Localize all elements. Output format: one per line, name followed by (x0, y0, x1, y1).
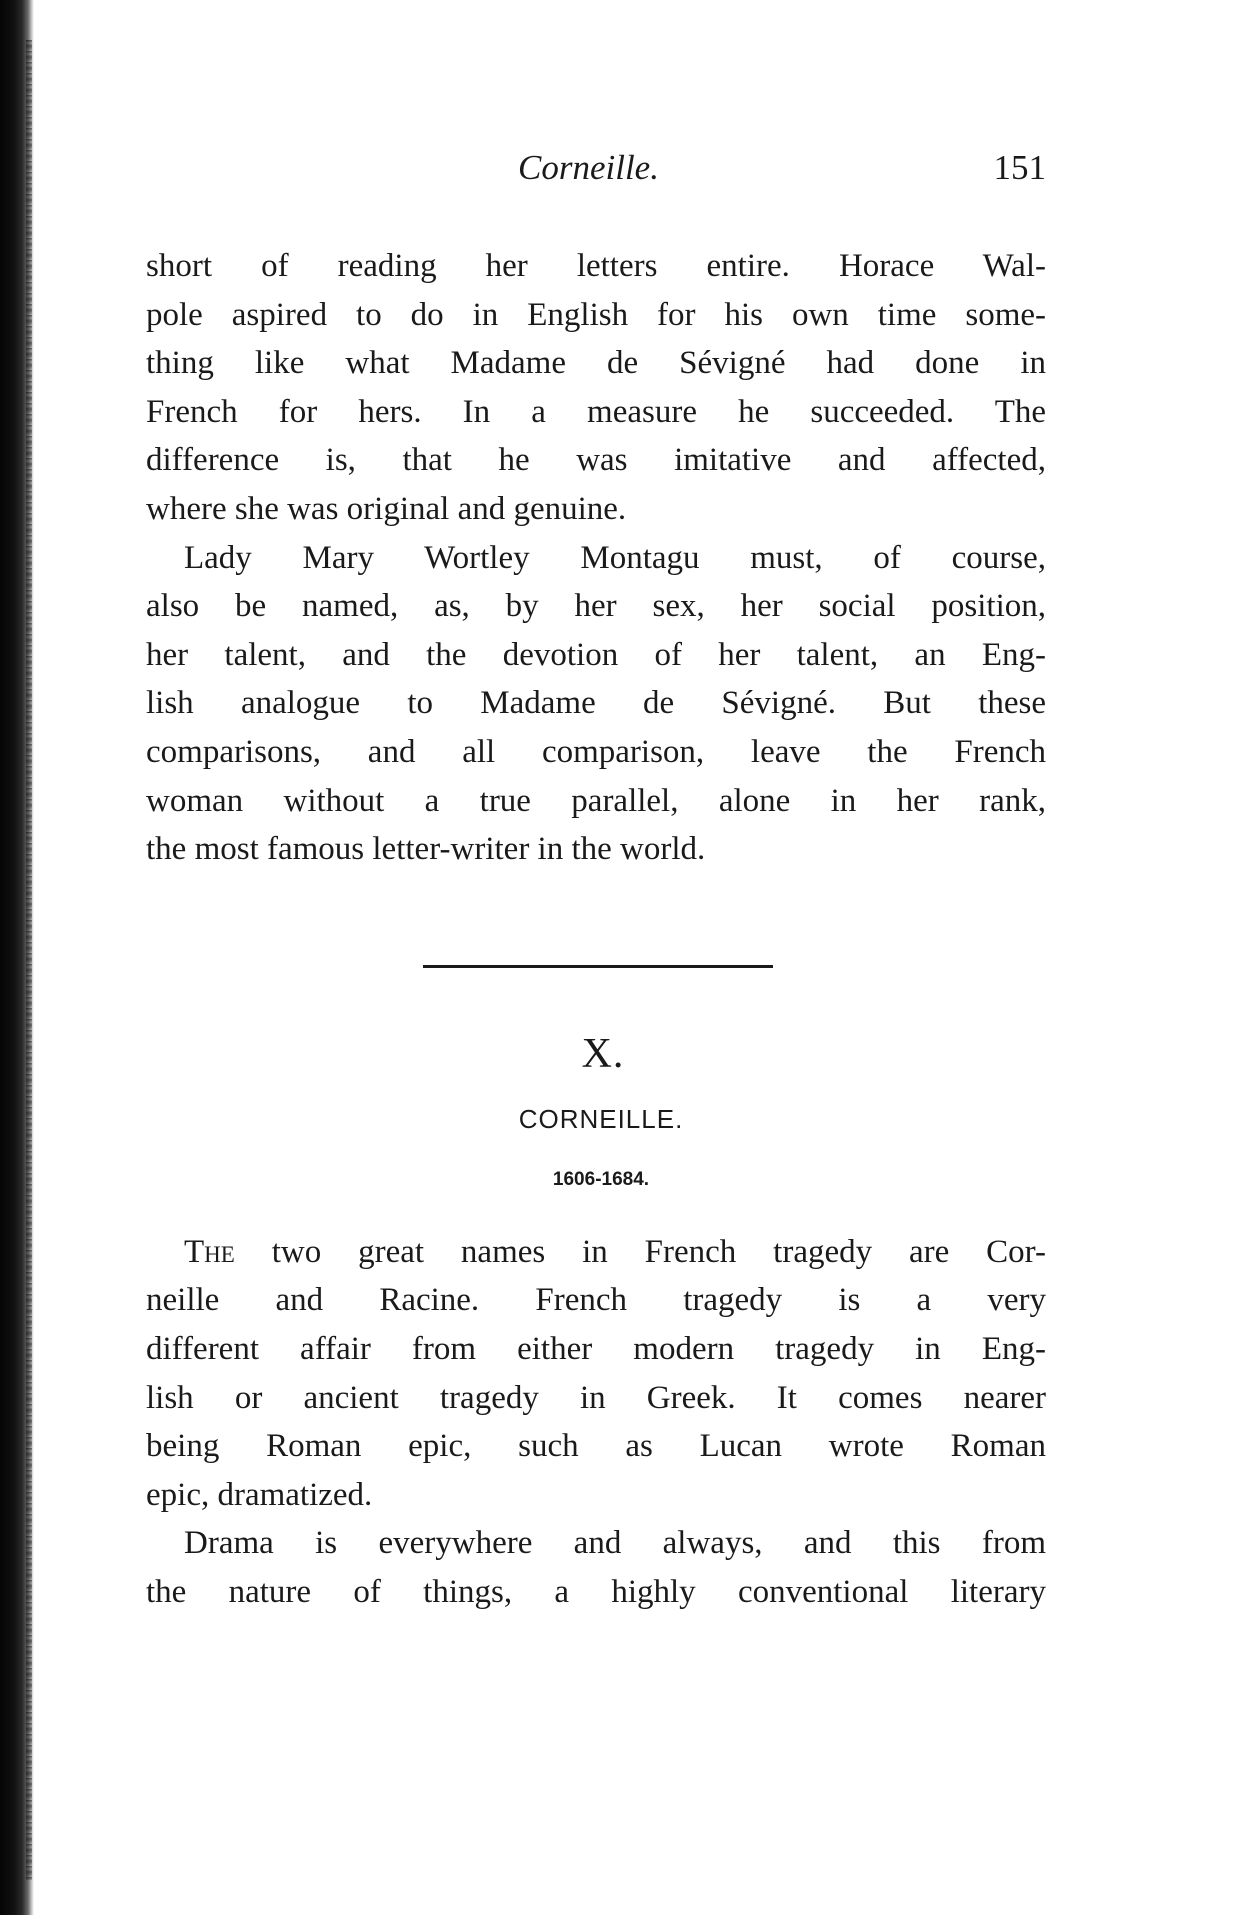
running-head (146, 148, 1046, 208)
text-line: comparisons, and all comparison, leave the French (146, 733, 1046, 770)
text-line: epic, dramatized. (146, 1476, 373, 1513)
text-line: French for hers. In a measure he succeeded. The (146, 393, 1046, 430)
running-head-title: Corneille. (518, 148, 659, 187)
text-line: difference is, that he was imitative and affected, (146, 442, 1046, 479)
text-line: Lady Mary Wortley Montagu must, of course, (184, 539, 1046, 576)
text-line: short of reading her letters entire. Horace Wal- (146, 248, 1046, 284)
text-line: lish analogue to Madame de Sévigné. But these (146, 685, 1046, 722)
scan-binding-edge (0, 0, 34, 1915)
text-line: pole aspired to do in English for his own time some- (146, 296, 1046, 333)
text-line: neille and Racine. French tragedy is a very (146, 1282, 1046, 1319)
text-line: the nature of things, a highly conventional literary (146, 1573, 1046, 1610)
book-page (146, 148, 1046, 1616)
first-line-rest: two great names in French tragedy are Cor- (234, 1233, 1046, 1270)
text-line: the most famous letter-writer in the world. (146, 831, 706, 868)
text-line: also be named, as, by her sex, her social position, (146, 588, 1046, 625)
text-line (146, 1228, 1046, 1277)
text-line: lish or ancient tragedy in Greek. It comes nearer (146, 1379, 1046, 1416)
chapter-title: CORNEILLE. (518, 1103, 684, 1134)
paragraph-walpole (146, 242, 1046, 534)
paragraph-drama (146, 1519, 1046, 1616)
chapter-dates: 1606-1684. (552, 1168, 650, 1190)
paragraph-montagu (146, 534, 1046, 874)
lead-word-smallcaps: The (184, 1233, 235, 1270)
chapter-number: X. (581, 1030, 625, 1077)
paragraph-tragedy (146, 1228, 1046, 1520)
text-line: woman without a true parallel, alone in her rank, (146, 782, 1046, 819)
text-line: where she was original and genuine. (146, 490, 627, 527)
text-line: different affair from either modern tragedy in Eng- (146, 1330, 1046, 1367)
text-line: being Roman epic, such as Lucan wrote Roman (146, 1428, 1046, 1465)
page-number: 151 (993, 148, 1046, 187)
section-divider-rule (423, 965, 773, 968)
text-line: her talent, and the devotion of her talent, an Eng- (146, 636, 1046, 673)
text-line: thing like what Madame de Sévigné had done in (146, 345, 1046, 382)
text-line: Drama is everywhere and always, and this from (184, 1525, 1046, 1562)
